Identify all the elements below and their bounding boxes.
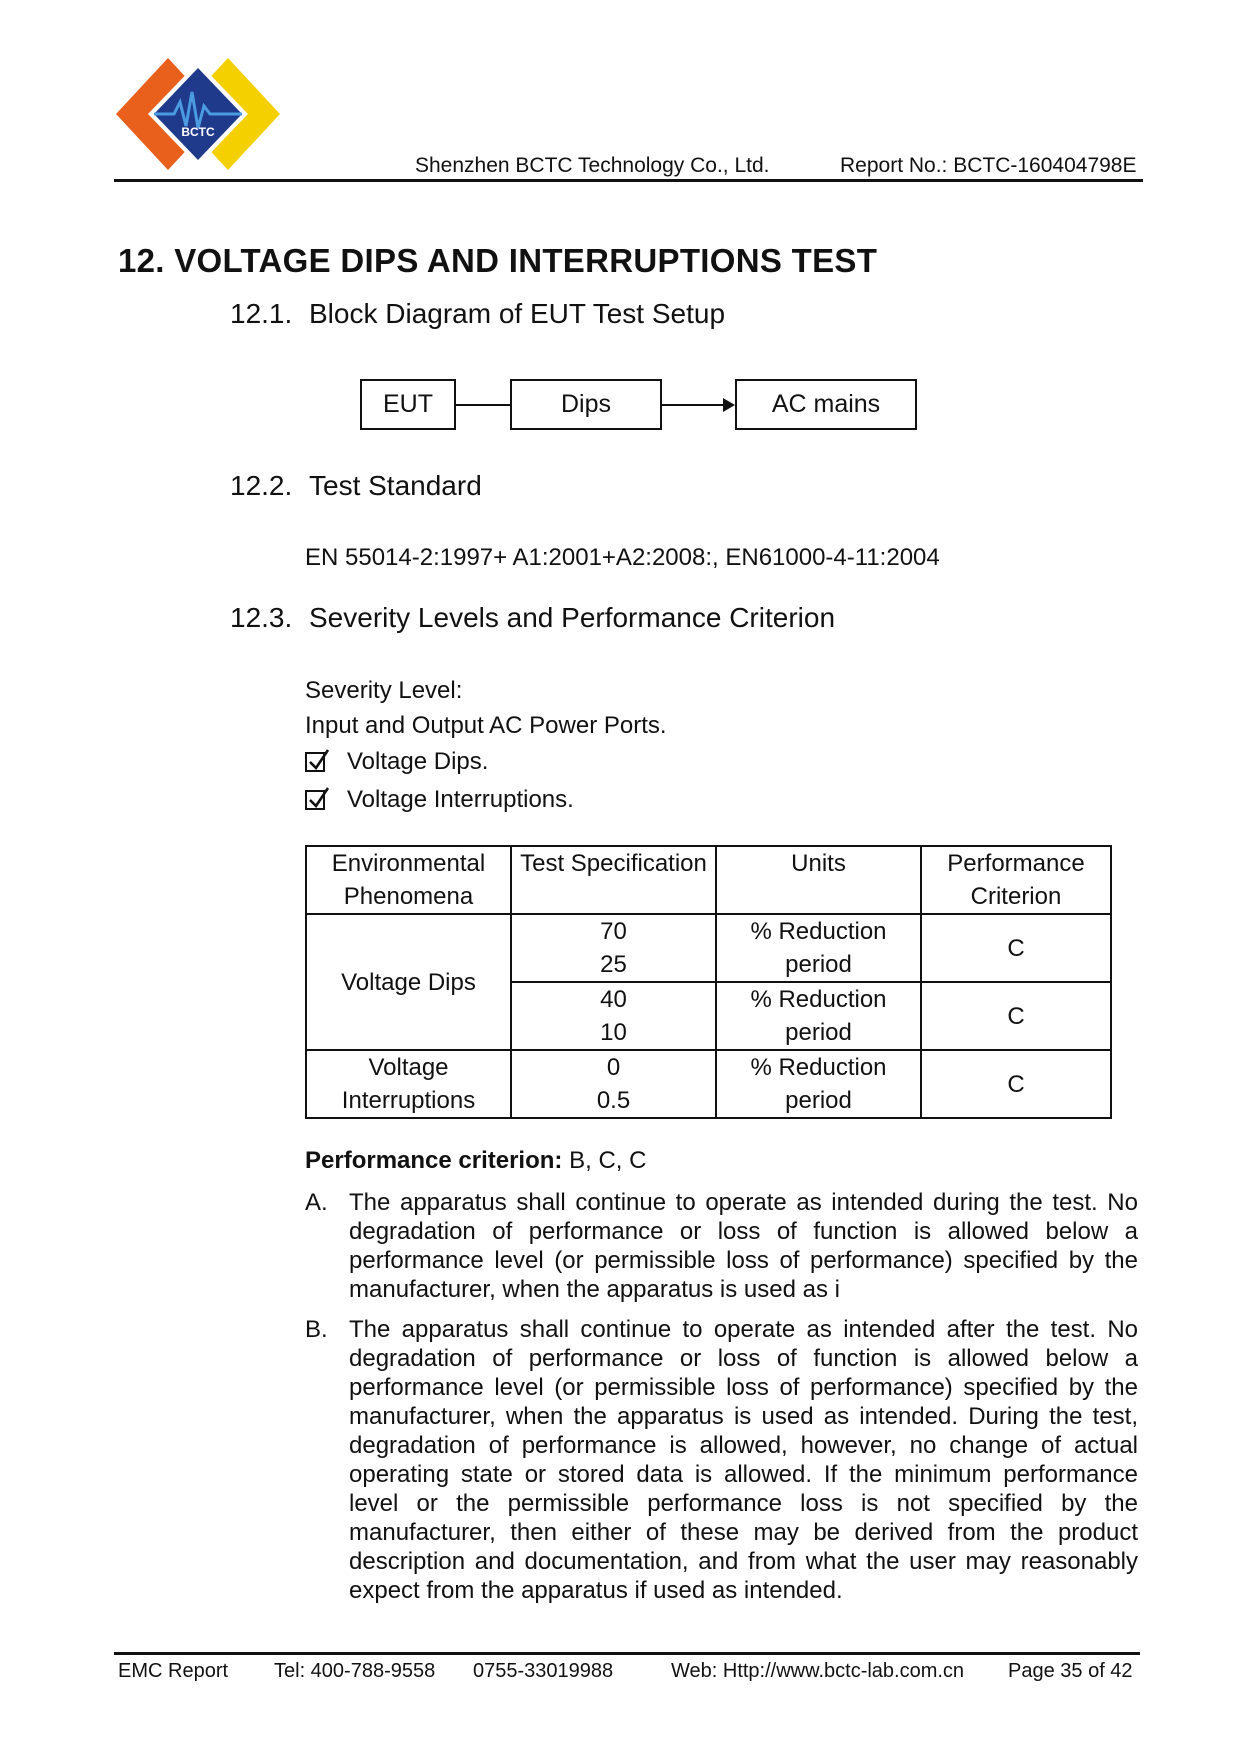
criterion-letter: B. (305, 1316, 328, 1343)
cell-line: 70 (600, 918, 627, 945)
table-header-cell (306, 846, 511, 914)
check-item-voltage-interruptions (305, 786, 574, 814)
diagram-connector (456, 404, 510, 406)
subsection-heading-12-2 (230, 470, 482, 502)
subsection-title: Severity Levels and Performance Criterion (309, 602, 836, 633)
phenomena-cell (306, 1050, 511, 1118)
subsection-title: Block Diagram of EUT Test Setup (309, 298, 726, 329)
criterion-cell: C (921, 982, 1111, 1050)
cell-line: % Reduction (750, 918, 887, 945)
cell-line: period (785, 951, 852, 978)
table-row (306, 914, 1111, 982)
cell-line: 0 (606, 1054, 621, 1081)
cell-line: Interruptions (341, 1087, 476, 1114)
spec-cell (511, 914, 716, 982)
diagram-box-eut: EUT (360, 379, 456, 430)
criterion-text: The apparatus shall continue to operate as intended during the test. No degradation of performance or loss of function is allowed below a performance level (or permissible loss of performance) specified by the manufacturer, when the apparatus is used as i (349, 1189, 1138, 1303)
header-divider (114, 179, 1143, 182)
section-number: 12. (118, 242, 165, 279)
criterion-cell: C (921, 1050, 1111, 1118)
cell-line: 40 (600, 986, 627, 1013)
criterion-b (305, 1315, 1138, 1605)
check-item-voltage-dips (305, 748, 488, 776)
header-line: Environmental (331, 850, 486, 877)
cell-line: % Reduction (750, 1054, 887, 1081)
cell-line: period (785, 1019, 852, 1046)
footer-web-link[interactable]: Web: Http://www.bctc-lab.com.cn (671, 1660, 965, 1682)
header-line: Test Specification (520, 850, 707, 877)
header-line: Criterion (970, 883, 1062, 910)
logo-text: BCTC (181, 125, 215, 139)
spec-cell (511, 982, 716, 1050)
performance-criterion-line (305, 1147, 646, 1175)
units-cell (716, 914, 921, 982)
arrowhead-icon (723, 398, 735, 412)
table-header-cell (921, 846, 1111, 914)
bctc-logo (116, 58, 282, 170)
diagram-box-dips: Dips (510, 379, 662, 430)
cell-line: 25 (600, 951, 627, 978)
table-header-row (306, 846, 1111, 914)
criterion-a (305, 1188, 1138, 1304)
test-standard-text: EN 55014-2:1997+ A1:2001+A2:2008:, EN61000-4-11:2004 (305, 544, 940, 571)
severity-level-label: Severity Level: (305, 677, 463, 704)
diagram-connector (662, 404, 724, 406)
checkbox-checked-icon (305, 790, 325, 810)
units-cell (716, 982, 921, 1050)
footer-divider (114, 1652, 1140, 1655)
section-title-text: VOLTAGE DIPS AND INTERRUPTIONS TEST (174, 242, 878, 279)
subsection-number: 12.1. (230, 298, 293, 329)
cell-line: 0.5 (596, 1087, 631, 1114)
report-number: Report No.: BCTC-160404798E (840, 154, 1137, 177)
phenomena-cell (306, 914, 511, 1050)
cell-line: % Reduction (750, 986, 887, 1013)
severity-ports-text: Input and Output AC Power Ports. (305, 712, 667, 739)
check-item-label: Voltage Interruptions. (347, 786, 574, 813)
cell-line: Voltage (368, 1054, 449, 1081)
performance-criterion-label: Performance criterion: (305, 1147, 563, 1174)
footer-tel: Tel: 400-788-9558 (274, 1660, 436, 1682)
section-title (118, 242, 877, 280)
units-cell (716, 1050, 921, 1118)
spec-cell (511, 1050, 716, 1118)
severity-table (305, 845, 1112, 1119)
criterion-letter: A. (305, 1189, 328, 1216)
check-item-label: Voltage Dips. (347, 748, 489, 775)
subsection-title: Test Standard (309, 470, 482, 501)
subsection-heading-12-1 (230, 298, 725, 330)
criterion-cell: C (921, 914, 1111, 982)
subsection-number: 12.3. (230, 602, 293, 633)
header-line: Phenomena (343, 883, 474, 910)
cell-line: 10 (600, 1019, 627, 1046)
performance-criterion-value: B, C, C (569, 1147, 647, 1174)
footer-page-number: Page 35 of 42 (1008, 1660, 1133, 1682)
subsection-heading-12-3 (230, 602, 835, 634)
table-header-cell (716, 846, 921, 914)
criterion-text: The apparatus shall continue to operate as intended after the test. No degradation of performance or loss of function is allowed below a performance level (or permissible loss of performance) specified by the manufacturer, when the apparatus is used as intended. During the test, degradation of performance is allowed, however, no change of actual operating state or stored data is allowed. If the minimum performance level or the permissible performance loss is not specified by the manufacturer, then either of these may be derived from the product description and documentation, and from what the user may reasonably expect from the apparatus if used as intended. (349, 1316, 1138, 1604)
cell-line: Voltage Dips (341, 968, 476, 996)
header-line: Performance (947, 850, 1085, 877)
company-name: Shenzhen BCTC Technology Co., Ltd. (415, 154, 770, 177)
checkbox-checked-icon (305, 752, 325, 772)
header-line: Units (791, 850, 846, 877)
subsection-number: 12.2. (230, 470, 293, 501)
table-header-cell (511, 846, 716, 914)
table-row (306, 1050, 1111, 1118)
footer-phone: 0755-33019988 (473, 1660, 614, 1682)
footer-report-type: EMC Report (118, 1660, 229, 1682)
cell-line: period (785, 1087, 852, 1114)
diagram-box-ac-mains: AC mains (735, 379, 917, 430)
